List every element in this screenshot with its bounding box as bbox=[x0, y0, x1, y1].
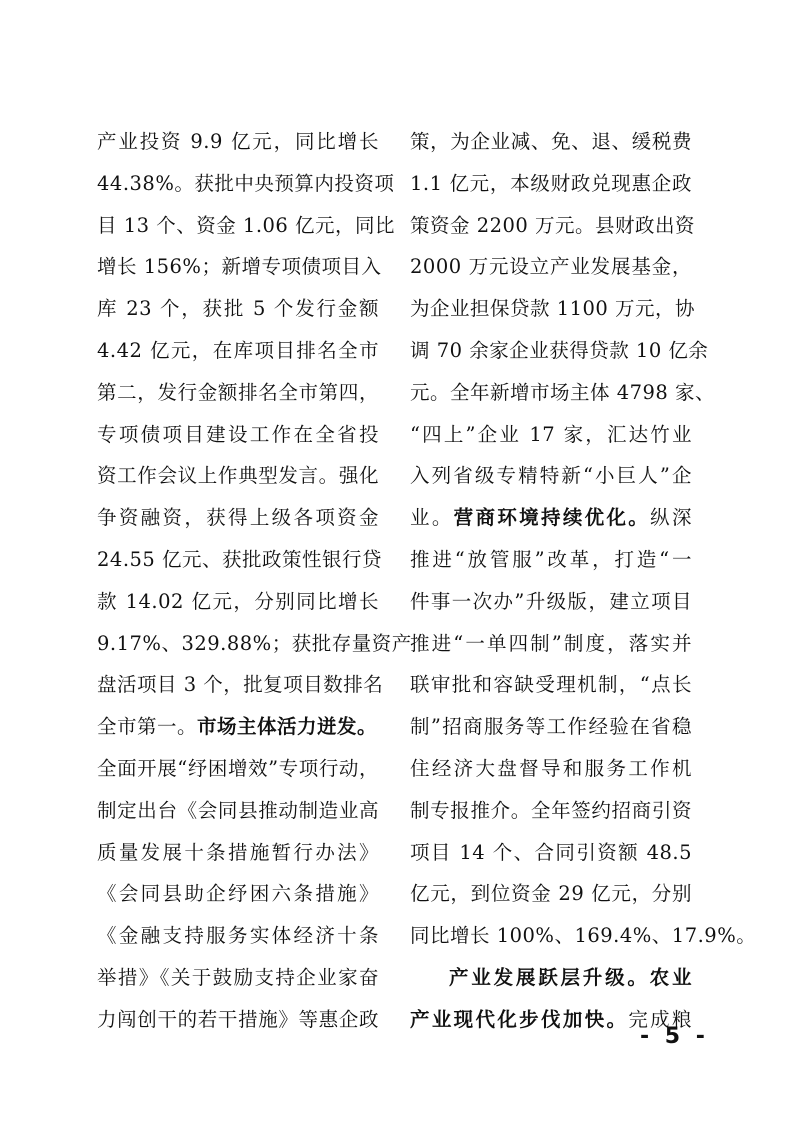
text-segment: 件事一次办”升级版，建立项目 bbox=[410, 589, 692, 613]
text-line bbox=[410, 246, 692, 288]
text-segment: “四上”企业 17 家，汇达竹业 bbox=[410, 422, 692, 446]
text-line bbox=[410, 957, 692, 999]
text-segment: 44.38%。获批中央预算内投资项 bbox=[97, 171, 395, 195]
text-segment: 策资金 2200 万元。县财政出资 bbox=[410, 213, 696, 237]
text-segment: 元。全年新增市场主体 4798 家、 bbox=[410, 380, 716, 404]
text-segment: 住经济大盘督导和服务工作机 bbox=[410, 756, 692, 780]
text-segment: 调 70 余家企业获得贷款 10 亿余 bbox=[410, 338, 709, 362]
text-line bbox=[97, 288, 379, 330]
text-segment: 同比增长 100%、169.4%、17.9%。 bbox=[410, 924, 757, 948]
text-line bbox=[410, 706, 692, 748]
bold-heading: 市场主体活力迸发。 bbox=[197, 715, 378, 739]
text-segment: 9.17%、329.88%；获批存量资产 bbox=[97, 631, 412, 655]
text-line bbox=[410, 330, 709, 372]
text-line bbox=[410, 414, 692, 456]
text-line bbox=[410, 497, 692, 539]
text-segment: 资工作会议上作典型发言。强化 bbox=[97, 464, 379, 488]
text-line bbox=[97, 957, 379, 999]
left-column bbox=[97, 121, 412, 1041]
text-line bbox=[97, 414, 379, 456]
text-line bbox=[97, 163, 395, 205]
text-line bbox=[410, 748, 692, 790]
text-segment: 策，为企业减、免、退、缓税费 bbox=[410, 130, 692, 153]
text-segment: 质量发展十条措施暂行办法》 bbox=[97, 840, 379, 864]
text-line bbox=[97, 915, 379, 957]
text-line bbox=[97, 497, 379, 539]
text-segment: 全面开展“纾困增效”专项行动， bbox=[97, 756, 379, 780]
text-segment: 1.1 亿元，本级财政兑现惠企政 bbox=[410, 171, 692, 195]
text-segment: 争资融资，获得上级各项资金 bbox=[97, 506, 379, 530]
text-line bbox=[410, 915, 757, 957]
text-line bbox=[97, 539, 383, 581]
text-line bbox=[97, 706, 379, 748]
text-segment: 制定出台《会同县推动制造业高 bbox=[97, 798, 379, 822]
text-segment: 4.42 亿元，在库项目排名全市 bbox=[97, 338, 379, 362]
bold-heading: 营商环境持续优化。 bbox=[453, 506, 651, 530]
text-segment: 全市第一。 bbox=[97, 715, 198, 739]
text-line bbox=[97, 246, 382, 288]
text-line bbox=[410, 205, 696, 247]
text-segment: 推进“一单四制”制度，落实并 bbox=[410, 631, 692, 655]
text-segment: 项目 14 个、合同引资额 48.5 bbox=[410, 840, 692, 864]
text-segment: 制专报推介。全年签约招商引资 bbox=[410, 798, 692, 822]
text-segment: 举措》《关于鼓励支持企业家奋 bbox=[97, 965, 379, 989]
text-segment: 完成粮 bbox=[628, 1007, 692, 1031]
text-segment: 24.55 亿元、获批政策性银行贷 bbox=[97, 547, 383, 571]
text-segment: 第二，发行金额排名全市第四， bbox=[97, 380, 379, 404]
text-line bbox=[410, 873, 692, 915]
text-segment: 推进“放管服”改革，打造“一 bbox=[410, 547, 692, 571]
text-line bbox=[410, 664, 692, 706]
page-number: - 5 - bbox=[640, 1024, 709, 1049]
text-segment: 增长 156%；新增专项债项目入 bbox=[97, 255, 382, 279]
text-line bbox=[410, 372, 716, 414]
text-line bbox=[410, 455, 692, 497]
text-segment: 目 13 个、资金 1.06 亿元，同比 bbox=[97, 213, 396, 237]
text-segment: 《会同县助企纾困六条措施》 bbox=[97, 882, 379, 906]
text-line bbox=[97, 664, 384, 706]
text-line bbox=[97, 999, 379, 1041]
text-segment: 业。 bbox=[410, 506, 454, 530]
text-segment: 产业投资 9.9 亿元，同比增长 bbox=[97, 130, 379, 153]
text-line bbox=[410, 832, 692, 874]
text-line bbox=[97, 873, 379, 915]
text-line bbox=[410, 790, 692, 832]
text-line bbox=[410, 581, 692, 623]
text-line bbox=[97, 832, 379, 874]
text-segment: 库 23 个，获批 5 个发行金额 bbox=[97, 297, 379, 321]
bold-heading: 产业发展跃层升级。农业 bbox=[449, 965, 692, 989]
text-line bbox=[410, 163, 692, 205]
text-segment: 亿元，到位资金 29 亿元，分别 bbox=[410, 882, 692, 906]
text-line bbox=[97, 581, 379, 623]
text-segment: 纵深 bbox=[650, 506, 692, 530]
text-segment: 专项债项目建设工作在全省投 bbox=[97, 422, 379, 446]
text-segment: 力闯创干的若干措施》等惠企政 bbox=[97, 1007, 379, 1031]
text-line bbox=[410, 539, 692, 581]
text-line bbox=[410, 623, 692, 665]
text-line bbox=[97, 121, 379, 163]
text-line bbox=[97, 455, 379, 497]
text-segment: 入列省级专精特新“小巨人”企 bbox=[410, 464, 692, 488]
text-segment: 联审批和容缺受理机制，“点长 bbox=[410, 673, 692, 697]
text-segment: 款 14.02 亿元，分别同比增长 bbox=[97, 589, 379, 613]
text-line bbox=[97, 372, 379, 414]
text-line bbox=[410, 121, 692, 163]
text-segment: 制”招商服务等工作经验在省稳 bbox=[410, 715, 692, 739]
bold-heading: 产业现代化步伐加快。 bbox=[410, 1007, 629, 1031]
text-line bbox=[97, 205, 396, 247]
text-line bbox=[97, 790, 379, 832]
right-column bbox=[410, 121, 757, 1041]
text-segment: 为企业担保贷款 1100 万元，协 bbox=[410, 297, 696, 321]
text-segment: 盘活项目 3 个，批复项目数排名 bbox=[97, 673, 384, 697]
text-line bbox=[97, 623, 412, 665]
text-segment: 《金融支持服务实体经济十条 bbox=[97, 924, 379, 948]
text-line bbox=[410, 288, 696, 330]
text-line bbox=[97, 748, 379, 790]
text-line bbox=[97, 330, 379, 372]
text-segment: 2000 万元设立产业发展基金， bbox=[410, 255, 692, 279]
